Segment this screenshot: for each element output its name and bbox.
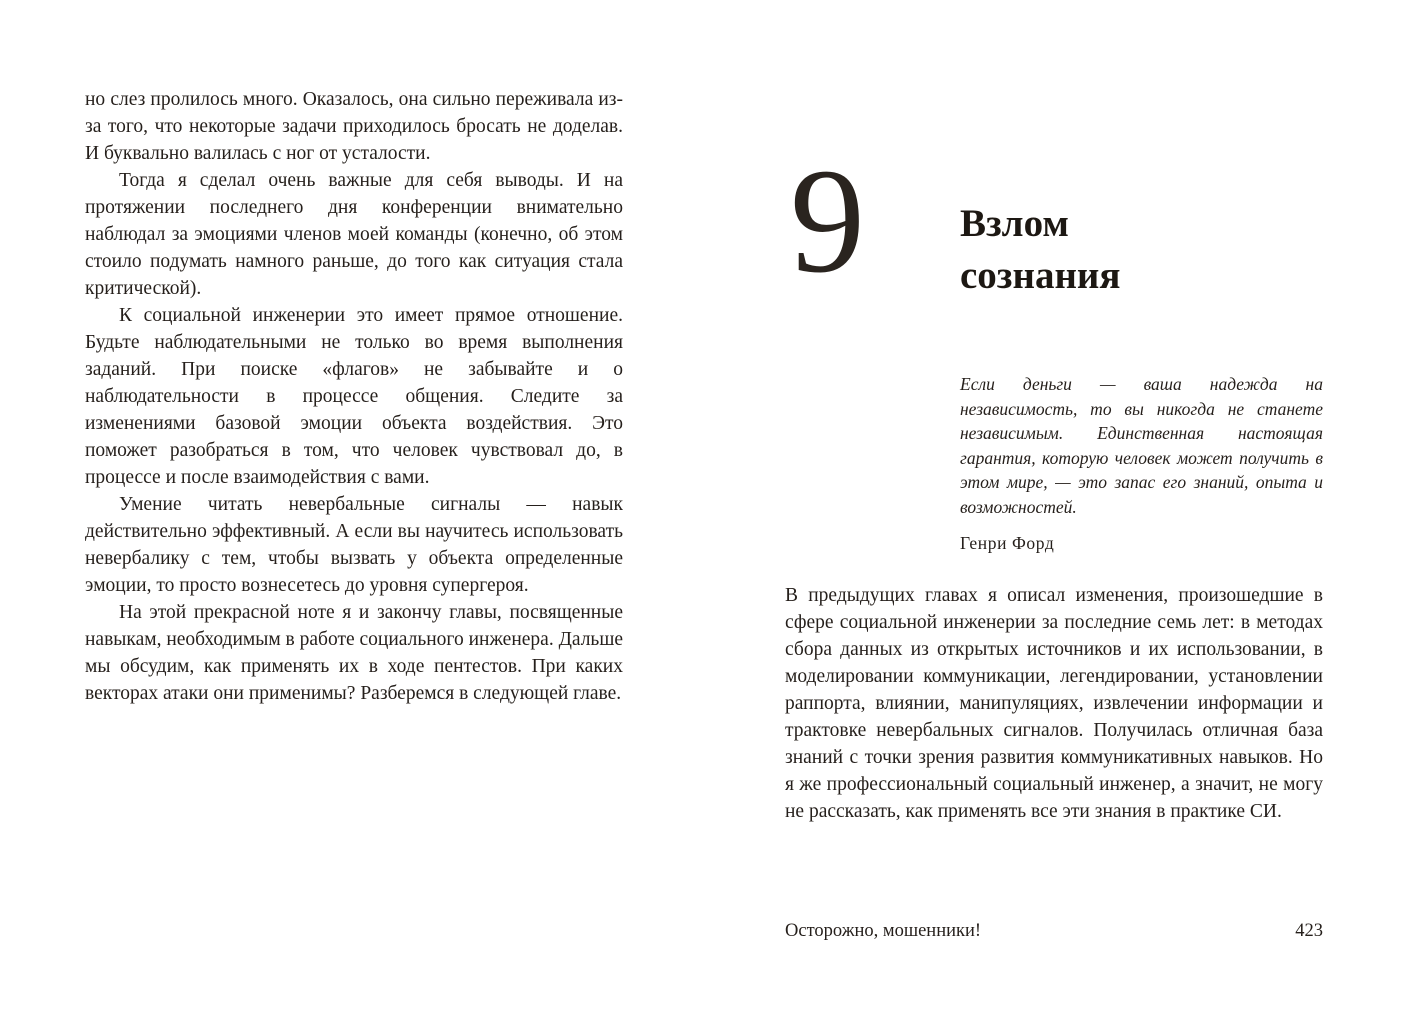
epigraph-attribution: Генри Форд <box>960 533 1055 553</box>
chapter-title: Взлом сознания <box>960 202 1121 297</box>
epigraph <box>960 372 1323 554</box>
paragraph: Тогда я сделал очень важные для себя выводы. И на протяжении последнего дня конференции внимательно наблюдал за эмоциями членов моей команды (конечно, об этом стоило подумать намного раньше, до того как ситуация стала критической). <box>85 170 623 299</box>
paragraph: В предыдущих главах я описал изменения, произошедшие в сфере социальной инженерии за последние семь лет: в методах сбора данных из открытых источников и их использовании, в моделировании коммуникации, легендировании, установлении раппорта, влиянии, манипуляциях, извлечении информации и трактовке невербальных сигналов. Получилась отличная база знаний с точки зрения развития коммуникативных навыков. Но я же профессиональный социальный инженер, а значит, не могу не рассказать, как применять все эти знания в практике СИ. <box>785 585 1323 822</box>
right-page <box>785 86 1323 988</box>
left-page <box>85 86 623 707</box>
page-footer <box>785 922 1323 941</box>
running-title: Осторожно, мошенники! <box>785 921 982 941</box>
left-page-body-text <box>85 86 623 707</box>
epigraph-text: Если деньги — ваша надежда на независимость, то вы никогда не станете независимым. Единственная настоящая гарантия, которую человек может получить в этом мире, — это запас его знаний, опыта и возможностей. <box>960 374 1323 517</box>
paragraph: Умение читать невербальные сигналы — навык действительно эффективный. А если вы научитесь использовать невербалику с тем, чтобы вызвать у объекта определенные эмоции, то просто вознесетесь до уровня супергероя. <box>85 494 623 596</box>
page-number: 423 <box>1295 921 1323 941</box>
right-page-body-text <box>785 582 1323 825</box>
paragraph: На этой прекрасной ноте я и закончу главы, посвященные навыкам, необходимым в работе социального инженера. Дальше мы обсудим, как применять их в ходе пентестов. При каких векторах атаки они применимы? Разберемся в следующей главе. <box>85 602 623 704</box>
paragraph: но слез пролилось много. Оказалось, она сильно переживала из-за того, что некоторые задачи приходилось бросать не доделав. И буквально валилась с ног от усталости. <box>85 89 623 164</box>
paragraph: К социальной инженерии это имеет прямое отношение. Будьте наблюдательными не только во время выполнения заданий. При поиске «флагов» не забывайте и о наблюдательности в процессе общения. Следите за изменениями базовой эмоции объекта воздействия. Это поможет разобраться в том, что человек чувствовал до, в процессе и после взаимодействия с вами. <box>85 305 623 488</box>
chapter-number: 9 <box>790 138 865 304</box>
